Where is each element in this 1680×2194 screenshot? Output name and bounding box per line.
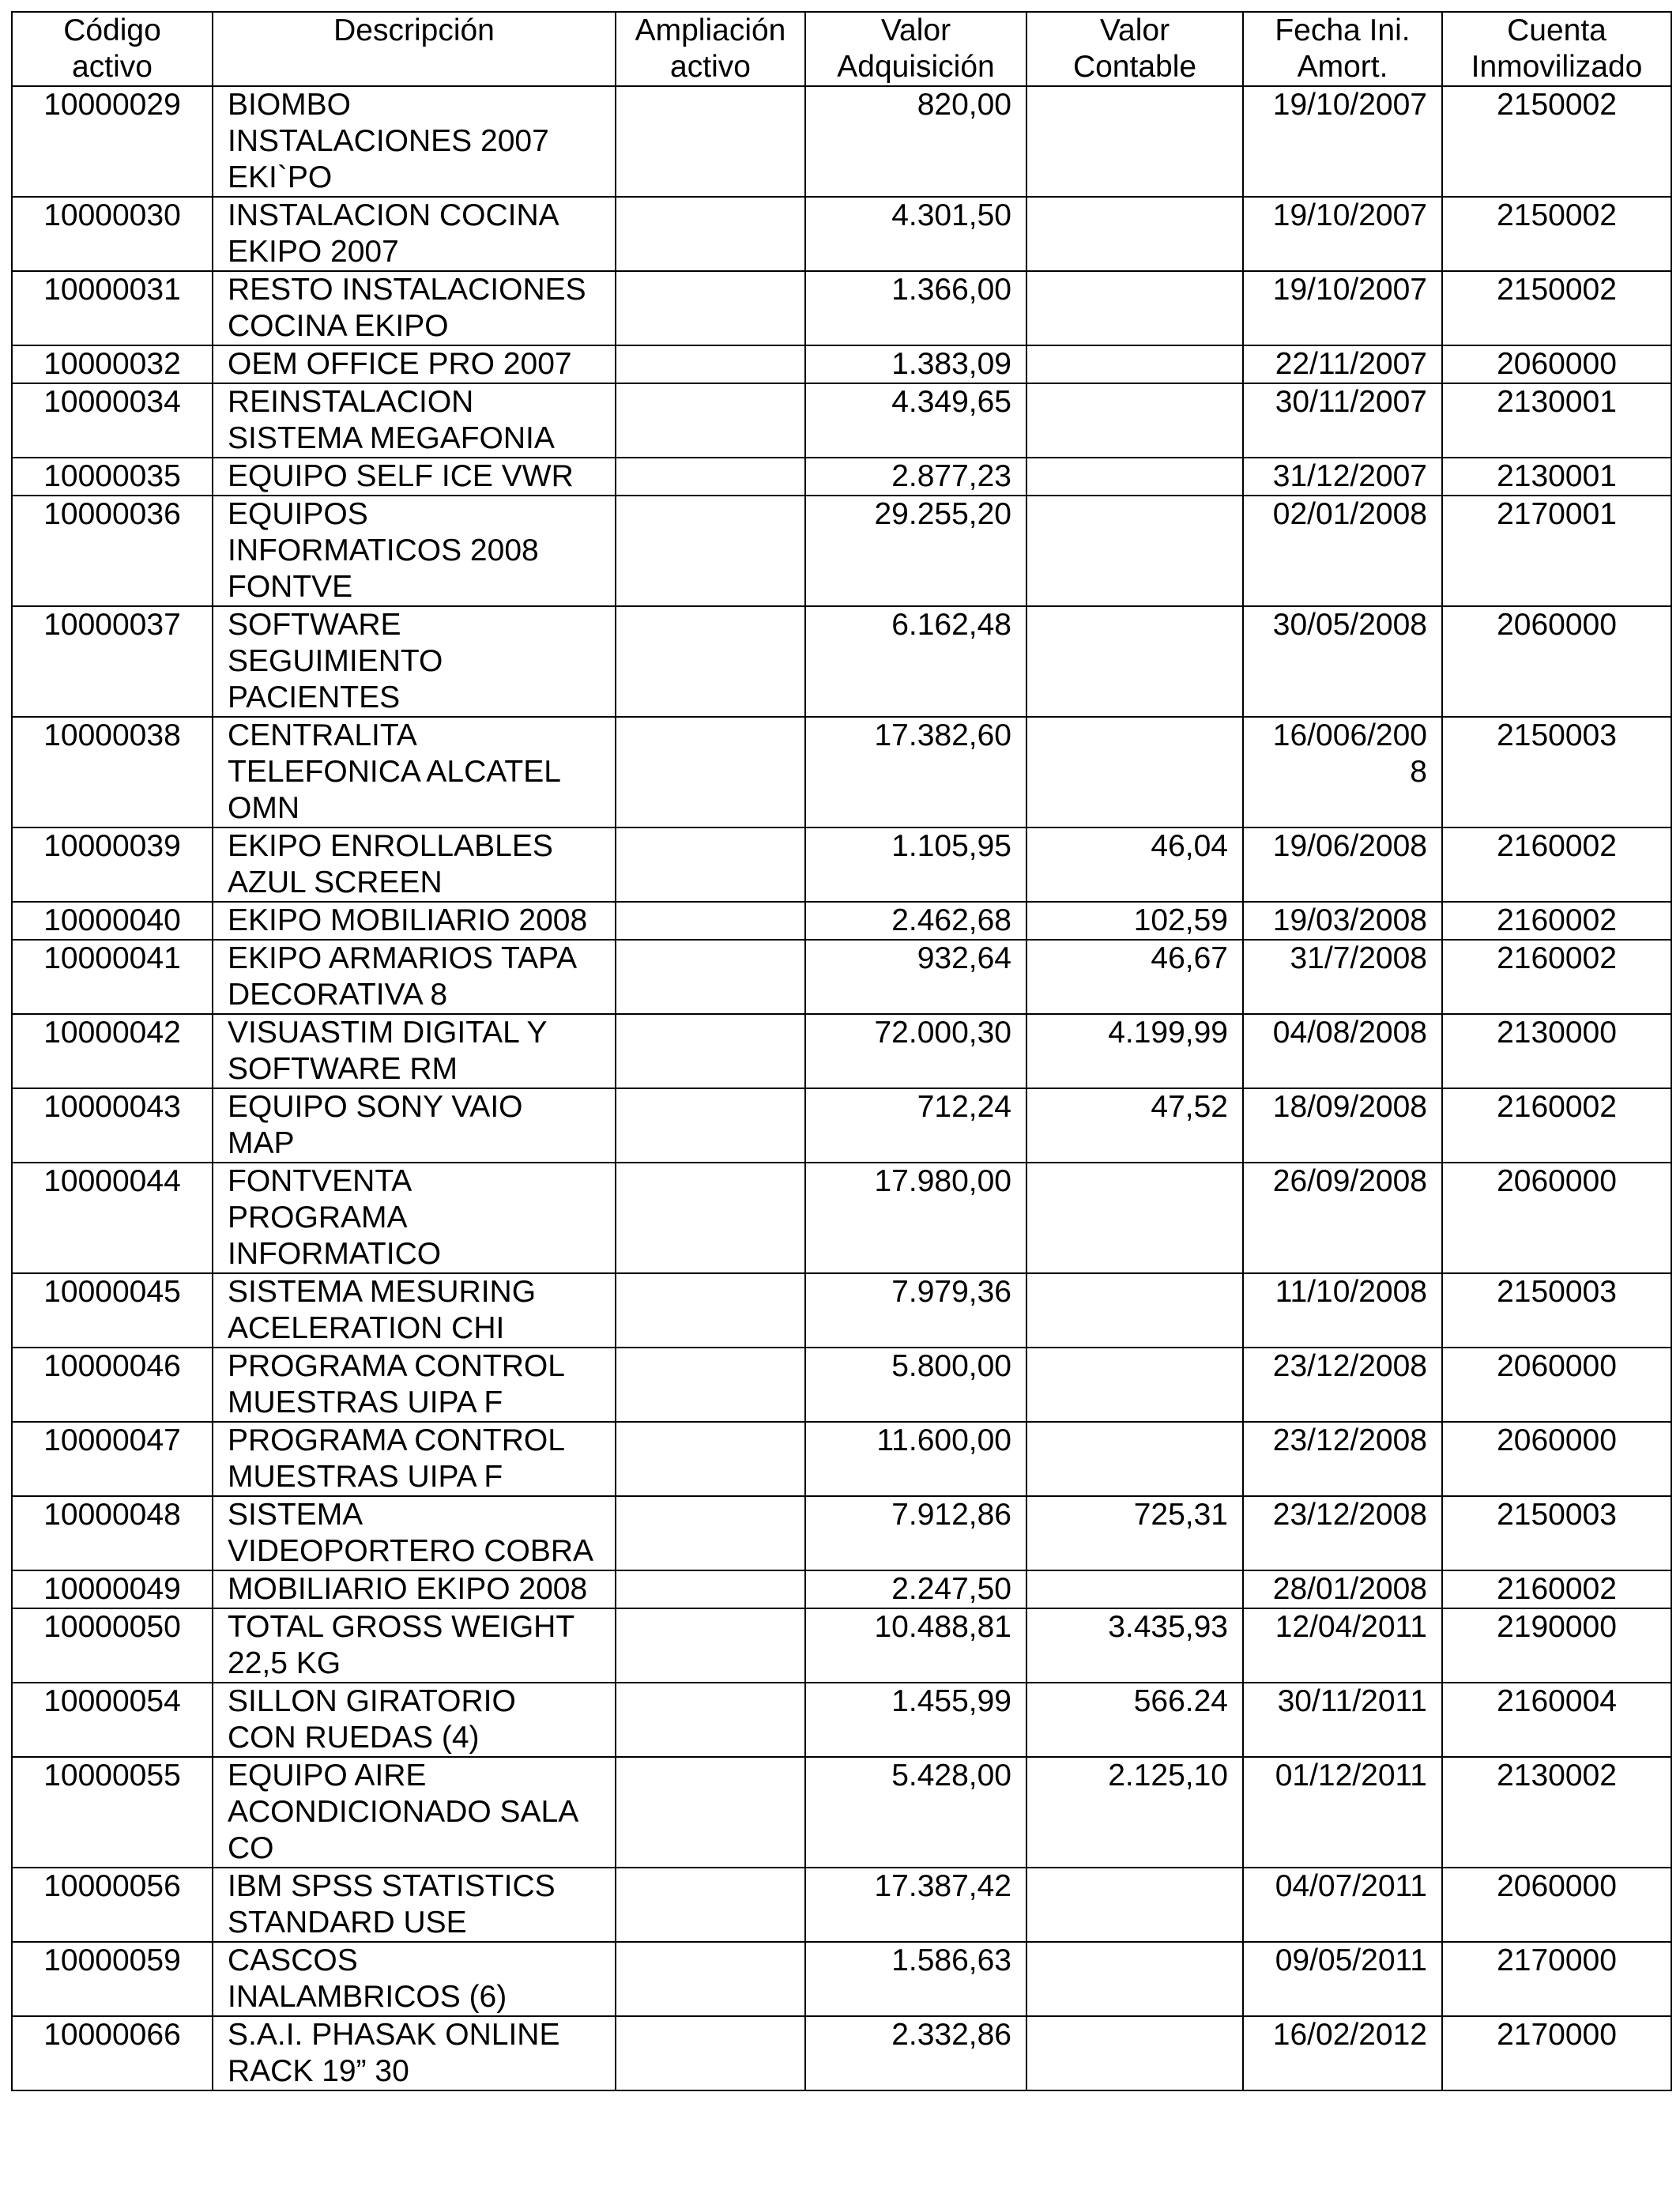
table-row [12,1683,1671,1757]
cell-ampliacion [616,940,805,1014]
table-header [12,12,1671,86]
cell-codigo: 10000055 [12,1757,213,1868]
cell-fecha: 19/10/2007 [1243,86,1442,197]
cell-valor-adquisicion: 1.586,63 [805,1942,1026,2016]
cell-fecha: 30/11/2007 [1243,383,1442,458]
cell-codigo: 10000047 [12,1422,213,1496]
table-row [12,345,1671,383]
cell-descripcion: INSTALACION COCINA EKIPO 2007 [213,197,616,271]
table-row [12,1757,1671,1868]
cell-descripcion: EQUIPOS INFORMATICOS 2008 FONTVE [213,496,616,606]
cell-ampliacion [616,1942,805,2016]
cell-codigo: 10000029 [12,86,213,197]
cell-fecha: 23/12/2008 [1243,1422,1442,1496]
cell-valor-adquisicion: 17.382,60 [805,717,1026,827]
table-row [12,1608,1671,1683]
cell-valor-contable [1026,1163,1243,1273]
cell-descripcion: FONTVENTA PROGRAMA INFORMATICO [213,1163,616,1273]
cell-valor-adquisicion: 932,64 [805,940,1026,1014]
cell-cuenta: 2160004 [1442,1683,1671,1757]
cell-ampliacion [616,496,805,606]
cell-fecha: 28/01/2008 [1243,1570,1442,1608]
cell-valor-contable [1026,271,1243,345]
cell-valor-adquisicion: 1.105,95 [805,827,1026,902]
cell-descripcion: CASCOS INALAMBRICOS (6) [213,1942,616,2016]
cell-codigo: 10000049 [12,1570,213,1608]
cell-valor-contable [1026,86,1243,197]
table-row [12,940,1671,1014]
cell-cuenta: 2170000 [1442,2016,1671,2090]
cell-descripcion: PROGRAMA CONTROL MUESTRAS UIPA F [213,1348,616,1422]
cell-valor-adquisicion: 1.366,00 [805,271,1026,345]
cell-valor-contable: 46,67 [1026,940,1243,1014]
header-cuenta-inmovilizado: Cuenta Inmovilizado [1442,12,1671,86]
cell-cuenta: 2150003 [1442,717,1671,827]
cell-cuenta: 2060000 [1442,1348,1671,1422]
cell-codigo: 10000032 [12,345,213,383]
cell-descripcion: CENTRALITA TELEFONICA ALCATEL OMN [213,717,616,827]
cell-codigo: 10000056 [12,1868,213,1942]
cell-ampliacion [616,1757,805,1868]
cell-fecha: 02/01/2008 [1243,496,1442,606]
cell-codigo: 10000043 [12,1088,213,1163]
cell-ampliacion [616,1088,805,1163]
table-row [12,271,1671,345]
cell-valor-adquisicion: 10.488,81 [805,1608,1026,1683]
cell-codigo: 10000045 [12,1273,213,1348]
cell-fecha: 11/10/2008 [1243,1273,1442,1348]
cell-ampliacion [616,1868,805,1942]
table-row [12,1014,1671,1088]
cell-descripcion: EKIPO MOBILIARIO 2008 [213,902,616,940]
cell-cuenta: 2130001 [1442,458,1671,496]
cell-valor-contable [1026,1348,1243,1422]
cell-valor-contable: 725,31 [1026,1496,1243,1570]
cell-valor-adquisicion: 11.600,00 [805,1422,1026,1496]
cell-valor-adquisicion: 1.383,09 [805,345,1026,383]
cell-cuenta: 2170001 [1442,496,1671,606]
cell-ampliacion [616,1422,805,1496]
cell-cuenta: 2060000 [1442,606,1671,717]
table-row [12,2016,1671,2090]
cell-ampliacion [616,197,805,271]
cell-codigo: 10000046 [12,1348,213,1422]
cell-valor-adquisicion: 4.301,50 [805,197,1026,271]
cell-descripcion: OEM OFFICE PRO 2007 [213,345,616,383]
table-row [12,1496,1671,1570]
cell-valor-adquisicion: 2.462,68 [805,902,1026,940]
cell-valor-adquisicion: 5.428,00 [805,1757,1026,1868]
table-row [12,1348,1671,1422]
cell-codigo: 10000039 [12,827,213,902]
cell-descripcion: EKIPO ARMARIOS TAPA DECORATIVA 8 [213,940,616,1014]
cell-descripcion: SISTEMA VIDEOPORTERO COBRA [213,1496,616,1570]
cell-valor-adquisicion: 2.877,23 [805,458,1026,496]
cell-fecha: 01/12/2011 [1243,1757,1442,1868]
cell-cuenta: 2150002 [1442,271,1671,345]
cell-fecha: 09/05/2011 [1243,1942,1442,2016]
cell-ampliacion [616,271,805,345]
cell-valor-contable [1026,345,1243,383]
cell-valor-adquisicion: 1.455,99 [805,1683,1026,1757]
cell-valor-contable [1026,1942,1243,2016]
cell-descripcion: PROGRAMA CONTROL MUESTRAS UIPA F [213,1422,616,1496]
cell-valor-adquisicion: 17.387,42 [805,1868,1026,1942]
cell-fecha: 12/04/2011 [1243,1608,1442,1683]
cell-cuenta: 2160002 [1442,940,1671,1014]
cell-codigo: 10000034 [12,383,213,458]
cell-cuenta: 2150003 [1442,1273,1671,1348]
table-row [12,1868,1671,1942]
cell-codigo: 10000038 [12,717,213,827]
cell-ampliacion [616,606,805,717]
cell-descripcion: SILLON GIRATORIO CON RUEDAS (4) [213,1683,616,1757]
cell-ampliacion [616,2016,805,2090]
cell-fecha: 31/7/2008 [1243,940,1442,1014]
cell-ampliacion [616,345,805,383]
cell-valor-adquisicion: 2.247,50 [805,1570,1026,1608]
table-row [12,717,1671,827]
table-row [12,496,1671,606]
cell-fecha: 04/07/2011 [1243,1868,1442,1942]
cell-codigo: 10000036 [12,496,213,606]
header-valor-adquisicion: Valor Adquisición [805,12,1026,86]
cell-cuenta: 2130000 [1442,1014,1671,1088]
cell-valor-adquisicion: 72.000,30 [805,1014,1026,1088]
header-fecha-ini-amort: Fecha Ini. Amort. [1243,12,1442,86]
cell-valor-adquisicion: 7.979,36 [805,1273,1026,1348]
cell-valor-contable [1026,1422,1243,1496]
header-valor-contable: Valor Contable [1026,12,1243,86]
table-row [12,1163,1671,1273]
cell-valor-contable [1026,606,1243,717]
cell-cuenta: 2170000 [1442,1942,1671,2016]
cell-descripcion: EQUIPO SELF ICE VWR [213,458,616,496]
cell-cuenta: 2060000 [1442,345,1671,383]
cell-fecha: 30/11/2011 [1243,1683,1442,1757]
cell-descripcion: SOFTWARE SEGUIMIENTO PACIENTES [213,606,616,717]
table-row [12,86,1671,197]
cell-ampliacion [616,383,805,458]
cell-fecha: 26/09/2008 [1243,1163,1442,1273]
cell-fecha: 04/08/2008 [1243,1014,1442,1088]
cell-valor-contable [1026,2016,1243,2090]
cell-valor-contable [1026,458,1243,496]
cell-descripcion: TOTAL GROSS WEIGHT 22,5 KG [213,1608,616,1683]
header-descripcion: Descripción [213,12,616,86]
table-row [12,827,1671,902]
header-row [12,12,1671,86]
cell-cuenta: 2160002 [1442,827,1671,902]
table-row [12,902,1671,940]
cell-cuenta: 2160002 [1442,1570,1671,1608]
cell-ampliacion [616,1608,805,1683]
table-row [12,606,1671,717]
cell-descripcion: MOBILIARIO EKIPO 2008 [213,1570,616,1608]
cell-cuenta: 2150003 [1442,1496,1671,1570]
cell-valor-adquisicion: 17.980,00 [805,1163,1026,1273]
cell-ampliacion [616,86,805,197]
cell-codigo: 10000040 [12,902,213,940]
cell-fecha: 19/03/2008 [1243,902,1442,940]
cell-valor-contable [1026,1868,1243,1942]
cell-descripcion: SISTEMA MESURING ACELERATION CHI [213,1273,616,1348]
cell-valor-adquisicion: 820,00 [805,86,1026,197]
cell-codigo: 10000041 [12,940,213,1014]
cell-fecha: 19/06/2008 [1243,827,1442,902]
cell-valor-adquisicion: 5.800,00 [805,1348,1026,1422]
cell-valor-adquisicion: 6.162,48 [805,606,1026,717]
cell-codigo: 10000031 [12,271,213,345]
cell-fecha: 31/12/2007 [1243,458,1442,496]
cell-valor-contable: 3.435,93 [1026,1608,1243,1683]
cell-valor-contable [1026,197,1243,271]
cell-descripcion: IBM SPSS STATISTICS STANDARD USE [213,1868,616,1942]
cell-codigo: 10000030 [12,197,213,271]
cell-cuenta: 2150002 [1442,86,1671,197]
cell-descripcion: EQUIPO AIRE ACONDICIONADO SALA CO [213,1757,616,1868]
table-row [12,1273,1671,1348]
cell-fecha: 22/11/2007 [1243,345,1442,383]
cell-valor-adquisicion: 29.255,20 [805,496,1026,606]
cell-valor-contable [1026,1273,1243,1348]
cell-descripcion: S.A.I. PHASAK ONLINE RACK 19” 30 [213,2016,616,2090]
cell-valor-contable: 566.24 [1026,1683,1243,1757]
cell-valor-adquisicion: 2.332,86 [805,2016,1026,2090]
cell-cuenta: 2130001 [1442,383,1671,458]
cell-valor-contable: 102,59 [1026,902,1243,940]
cell-codigo: 10000035 [12,458,213,496]
cell-codigo: 10000037 [12,606,213,717]
cell-fecha: 23/12/2008 [1243,1496,1442,1570]
cell-descripcion: EKIPO ENROLLABLES AZUL SCREEN [213,827,616,902]
cell-valor-contable [1026,496,1243,606]
cell-ampliacion [616,1348,805,1422]
cell-codigo: 10000059 [12,1942,213,2016]
cell-codigo: 10000042 [12,1014,213,1088]
cell-valor-adquisicion: 7.912,86 [805,1496,1026,1570]
cell-valor-contable [1026,717,1243,827]
cell-fecha: 16/006/200 8 [1243,717,1442,827]
cell-valor-contable: 4.199,99 [1026,1014,1243,1088]
cell-valor-contable: 47,52 [1026,1088,1243,1163]
table-row [12,458,1671,496]
cell-codigo: 10000066 [12,2016,213,2090]
cell-ampliacion [616,1496,805,1570]
cell-codigo: 10000044 [12,1163,213,1273]
cell-descripcion: RESTO INSTALACIONES COCINA EKIPO [213,271,616,345]
cell-ampliacion [616,902,805,940]
table-row [12,197,1671,271]
cell-ampliacion [616,458,805,496]
cell-descripcion: VISUASTIM DIGITAL Y SOFTWARE RM [213,1014,616,1088]
cell-descripcion: EQUIPO SONY VAIO MAP [213,1088,616,1163]
table-row [12,1088,1671,1163]
cell-ampliacion [616,1570,805,1608]
cell-fecha: 16/02/2012 [1243,2016,1442,2090]
cell-cuenta: 2160002 [1442,902,1671,940]
table-row [12,1570,1671,1608]
cell-valor-contable [1026,383,1243,458]
cell-codigo: 10000050 [12,1608,213,1683]
asset-table [11,11,1672,2091]
cell-valor-contable: 46,04 [1026,827,1243,902]
cell-cuenta: 2160002 [1442,1088,1671,1163]
cell-valor-adquisicion: 4.349,65 [805,383,1026,458]
cell-fecha: 30/05/2008 [1243,606,1442,717]
cell-valor-contable [1026,1570,1243,1608]
cell-descripcion: REINSTALACION SISTEMA MEGAFONIA [213,383,616,458]
header-codigo-activo: Código activo [12,12,213,86]
table-row [12,1942,1671,2016]
table-row [12,1422,1671,1496]
cell-cuenta: 2190000 [1442,1608,1671,1683]
cell-fecha: 23/12/2008 [1243,1348,1442,1422]
table-row [12,383,1671,458]
cell-fecha: 19/10/2007 [1243,271,1442,345]
cell-ampliacion [616,1163,805,1273]
cell-valor-adquisicion: 712,24 [805,1088,1026,1163]
cell-cuenta: 2130002 [1442,1757,1671,1868]
cell-ampliacion [616,1273,805,1348]
cell-ampliacion [616,1683,805,1757]
cell-codigo: 10000048 [12,1496,213,1570]
cell-fecha: 19/10/2007 [1243,197,1442,271]
cell-ampliacion [616,717,805,827]
cell-cuenta: 2060000 [1442,1163,1671,1273]
table-body [12,86,1671,2090]
cell-ampliacion [616,1014,805,1088]
cell-codigo: 10000054 [12,1683,213,1757]
header-ampliacion-activo: Ampliación activo [616,12,805,86]
cell-cuenta: 2060000 [1442,1868,1671,1942]
cell-cuenta: 2150002 [1442,197,1671,271]
cell-valor-contable: 2.125,10 [1026,1757,1243,1868]
cell-cuenta: 2060000 [1442,1422,1671,1496]
cell-ampliacion [616,827,805,902]
cell-descripcion: BIOMBO INSTALACIONES 2007 EKI`PO [213,86,616,197]
cell-fecha: 18/09/2008 [1243,1088,1442,1163]
